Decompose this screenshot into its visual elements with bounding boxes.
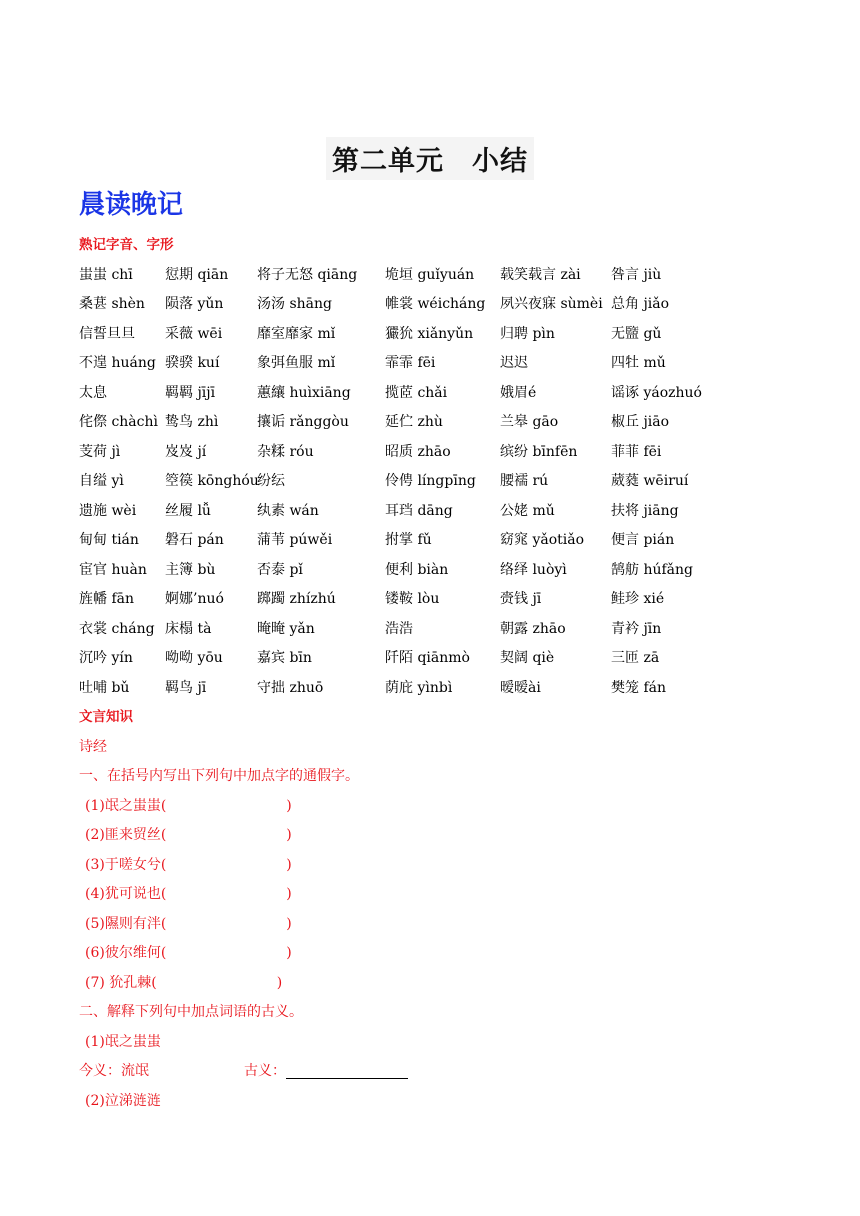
vocab-word: 三匝 zā xyxy=(611,650,660,666)
vocab-word: 踯躅 zhízhú xyxy=(257,591,336,607)
vocab-word: 否泰 pǐ xyxy=(257,561,303,578)
vocab-word: 愆期 qiān xyxy=(165,266,229,283)
vocab-word: 暧暧ài xyxy=(500,679,541,696)
vocab-word: 靡室靡家 mǐ xyxy=(257,325,336,342)
vocab-row xyxy=(79,497,779,527)
vocab-word: 不遑 huáng xyxy=(79,355,156,371)
vocab-table xyxy=(79,261,779,704)
vocab-word: 鹄舫 húfǎng xyxy=(611,561,693,578)
vocab-word: 契阔 qiè xyxy=(500,650,555,666)
vocab-word: 霏霏 fēi xyxy=(385,355,436,371)
q1-item xyxy=(79,910,779,940)
vocab-row xyxy=(79,261,779,291)
vocab-word: 玁狁 xiǎnyǔn xyxy=(385,325,474,342)
vocab-word: 呦呦 yōu xyxy=(165,650,223,666)
vocab-word: 采薇 wēi xyxy=(165,325,223,342)
vocab-word: 甸甸 tián xyxy=(79,532,139,548)
q2-item-1-answer xyxy=(79,1057,779,1087)
vocab-row xyxy=(79,320,779,350)
vocab-word: 延伫 zhù xyxy=(385,414,443,430)
vocab-word: 纷纭 xyxy=(257,473,285,489)
vocab-word: 拊掌 fǔ xyxy=(385,532,432,548)
wenyan-heading-line xyxy=(79,703,779,733)
vocab-word: 晻晻 yǎn xyxy=(257,620,315,637)
vocab-row xyxy=(79,379,779,409)
vocab-word: 自缢 yì xyxy=(79,473,124,489)
q1-item xyxy=(79,792,779,822)
vocab-word: 谣诼 yáozhuó xyxy=(611,384,702,401)
vocab-word: 婀娜’nuó xyxy=(165,591,224,607)
vocab-word: 樊笼 fán xyxy=(611,679,666,696)
today-meaning: 今义：流氓 xyxy=(79,1063,149,1079)
close-paren: ) xyxy=(286,915,292,932)
q1-item xyxy=(79,969,779,999)
vocab-word: 镂鞍 lòu xyxy=(385,591,440,607)
vocab-word: 遗施 wèi xyxy=(79,502,137,519)
vocab-row xyxy=(79,526,779,556)
vocab-word: 荫庇 yìnbì xyxy=(385,679,453,696)
vocab-word: 衣裳 cháng xyxy=(79,620,155,637)
vocab-word: 朝露 zhāo xyxy=(500,620,566,637)
q1-item-text: (3)于嗟女兮( xyxy=(85,856,167,873)
vocab-word: 菲菲 fēi xyxy=(611,443,662,460)
vocab-row xyxy=(79,556,779,586)
vocab-row xyxy=(79,585,779,615)
vocab-word: 将子无怒 qiāng xyxy=(257,266,358,283)
vocab-row xyxy=(79,467,779,497)
vocab-row xyxy=(79,290,779,320)
vocab-word: 蕙纕 huìxiāng xyxy=(257,384,351,401)
vocab-word: 太息 xyxy=(79,384,107,401)
vocab-word: 旌幡 fān xyxy=(79,591,134,607)
shijing-label: 诗经 xyxy=(79,738,107,755)
vocab-word: 昭质 zhāo xyxy=(385,443,451,460)
vocab-word: 信誓旦旦 xyxy=(79,325,135,342)
vocab-word: 守拙 zhuō xyxy=(257,679,324,696)
vocab-word: 伶俜 língpīng xyxy=(385,473,476,489)
vocab-word: 沉吟 yín xyxy=(79,650,133,666)
vocab-row xyxy=(79,674,779,704)
vocab-row xyxy=(79,349,779,379)
vocab-word: 椒丘 jiāo xyxy=(611,414,670,430)
vocab-word: 岌岌 jí xyxy=(165,443,207,460)
q2-item-2: (2)泣涕涟涟 xyxy=(85,1092,161,1109)
vocab-word: 葳蕤 wēiruí xyxy=(611,473,689,489)
vocab-word: 羁羁 jījī xyxy=(165,384,216,401)
vocab-word: 阡陌 qiānmò xyxy=(385,650,470,666)
title-wrap xyxy=(0,137,860,180)
vocab-word: 迟迟 xyxy=(500,355,528,371)
vocab-word: 娥眉é xyxy=(500,384,537,401)
q2-item-1: (1)氓之蚩蚩 xyxy=(85,1033,161,1050)
vocab-word: 兰皋 gāo xyxy=(500,414,559,430)
vocab-word: 咎言 jiù xyxy=(611,266,662,283)
vocab-word: 主簿 bù xyxy=(165,561,216,578)
vocab-word: 桑葚 shèn xyxy=(79,296,145,312)
vocab-word: 嘉宾 bīn xyxy=(257,650,312,666)
vocab-word: 缤纷 bīnfēn xyxy=(500,443,578,460)
vocab-word: 便利 biàn xyxy=(385,561,449,578)
vocab-word: 载笑载言 zài xyxy=(500,266,581,283)
vocab-word: 芰荷 jì xyxy=(79,443,121,460)
close-paren: ) xyxy=(286,827,292,843)
content xyxy=(79,231,779,1116)
q1-item-text: (6)彼尔维何( xyxy=(85,945,167,961)
close-paren: ) xyxy=(286,945,292,961)
vocab-word: 归聘 pìn xyxy=(500,325,555,342)
vocab-word: 浩浩 xyxy=(385,620,413,637)
answer-blank[interactable] xyxy=(286,1060,408,1079)
wenyan-heading: 文言知识 xyxy=(79,709,133,725)
vocab-row xyxy=(79,408,779,438)
q1-item-text: (5)隰则有泮( xyxy=(85,915,167,932)
vocab-heading: 熟记字音、字形 xyxy=(79,237,174,253)
q1-item xyxy=(79,939,779,969)
q1-item xyxy=(79,821,779,851)
vocab-word: 无盬 gǔ xyxy=(611,325,662,342)
vocab-word: 汤汤 shāng xyxy=(257,296,332,312)
vocab-word: 床榻 tà xyxy=(165,620,212,637)
vocab-word: 箜篌 kōnghóu xyxy=(165,473,259,489)
vocab-word: 青衿 jīn xyxy=(611,620,662,637)
vocab-word: 磐石 pán xyxy=(165,532,224,548)
section-heading: 晨读晚记 xyxy=(79,190,184,220)
vocab-word: 纨素 wán xyxy=(257,502,319,519)
vocab-word: 鸷鸟 zhì xyxy=(165,414,219,430)
q1-item-text: (2)匪来贸丝( xyxy=(85,827,167,843)
vocab-word: 扶将 jiāng xyxy=(611,502,679,519)
vocab-word: 帷裳 wéicháng xyxy=(385,296,486,312)
q1-item-text: (1)氓之蚩蚩( xyxy=(85,797,167,814)
vocab-word: 腰襦 rú xyxy=(500,473,549,489)
page-title: 第二单元 小结 xyxy=(326,137,534,180)
vocab-word: 丝履 lǚ xyxy=(165,502,211,519)
vocab-word: 鲑珍 xié xyxy=(611,591,665,607)
q1-item-text: (4)犹可说也( xyxy=(85,886,167,902)
vocab-row xyxy=(79,438,779,468)
close-paren: ) xyxy=(286,886,292,902)
vocab-word: 羁鸟 jī xyxy=(165,679,207,696)
vocab-word: 蒲苇 púwěi xyxy=(257,532,333,548)
vocab-word: 总角 jiǎo xyxy=(611,296,670,312)
vocab-word: 络绎 luòyì xyxy=(500,561,567,578)
vocab-heading-line xyxy=(79,231,779,261)
vocab-word: 陨落 yǔn xyxy=(165,296,224,312)
q1-item xyxy=(79,851,779,881)
vocab-word: 四牡 mǔ xyxy=(611,355,666,371)
close-paren: ) xyxy=(286,797,292,814)
vocab-word: 宦官 huàn xyxy=(79,561,147,578)
vocab-word: 揽茝 chǎi xyxy=(385,384,448,401)
vocab-row xyxy=(79,644,779,674)
vocab-word: 夙兴夜寐 sùmèi xyxy=(500,296,603,312)
vocab-word: 赍钱 jī xyxy=(500,591,542,607)
vocab-word: 窈窕 yǎotiǎo xyxy=(500,532,585,548)
q1-item-text: (7) 狁孔棘( xyxy=(85,974,157,991)
vocab-word: 杂糅 róu xyxy=(257,443,314,460)
ancient-meaning-label: 古义： xyxy=(244,1063,286,1079)
vocab-word: 公姥 mǔ xyxy=(500,502,555,519)
q1-list xyxy=(79,792,779,999)
close-paren: ) xyxy=(286,856,292,873)
vocab-word: 象弭鱼服 mǐ xyxy=(257,355,336,371)
vocab-word: 蚩蚩 chī xyxy=(79,266,133,283)
q2-heading: 二、解释下列句中加点词语的古义。 xyxy=(79,1004,303,1020)
vocab-word: 骙骙 kuí xyxy=(165,355,220,371)
vocab-word: 垝垣 guǐyuán xyxy=(385,266,475,283)
vocab-row xyxy=(79,615,779,645)
q1-item xyxy=(79,880,779,910)
close-paren: ) xyxy=(276,974,283,991)
vocab-word: 侘傺 chàchì xyxy=(79,414,158,430)
vocab-word: 便言 pián xyxy=(611,532,675,548)
vocab-word: 吐哺 bǔ xyxy=(79,679,130,696)
vocab-word: 耳珰 dāng xyxy=(385,502,453,519)
q1-heading: 一、在括号内写出下列句中加点字的通假字。 xyxy=(79,768,359,784)
vocab-word: 攘诟 rǎnggòu xyxy=(257,414,349,430)
